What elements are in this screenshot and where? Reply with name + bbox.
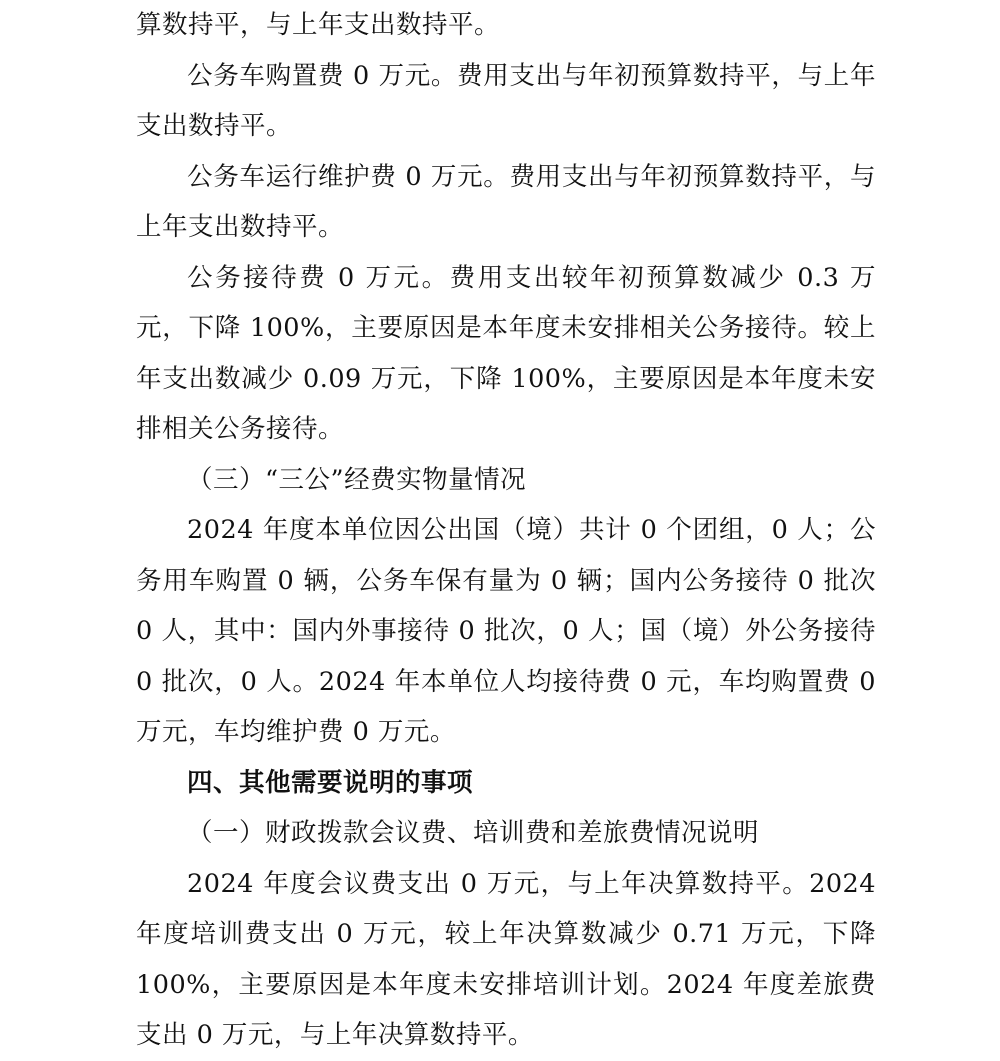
paragraph-reception: 公务接待费 0 万元。费用支出较年初预算数减少 0.3 万元，下降 100%，主要原因是本年度未安排相关公务接待。较上年支出数减少 0.09 万元，下降 100%，主要原因是本年度未安排相关公务接待。 xyxy=(136,262,876,444)
section-heading-other-matters: 四、其他需要说明的事项 xyxy=(187,767,474,798)
paragraph-vehicle-purchase: 公务车购置费 0 万元。费用支出与年初预算数持平，与上年支出数持平。 xyxy=(136,60,876,141)
section-heading-meeting-training-travel: （一）财政拨款会议费、培训费和差旅费情况说明 xyxy=(187,818,760,848)
section-heading-three-public-quantities: （三）“三公”经费实物量情况 xyxy=(187,464,527,495)
paragraph-meeting-training-travel: 2024 年度会议费支出 0 万元，与上年决算数持平。2024 年度培训费支出 0 万元，较上年决算数减少 0.71 万元，下降 100%，主要原因是本年度未安排培训计划。2024 年度差旅费支出 0 万元，与上年决算数持平。 xyxy=(136,868,876,1050)
paragraph-vehicle-maintenance: 公务车运行维护费 0 万元。费用支出与年初预算数持平，与上年支出数持平。 xyxy=(136,161,876,242)
document-page xyxy=(136,0,876,1061)
paragraph-continued: 算数持平，与上年支出数持平。 xyxy=(136,10,501,40)
paragraph-quantities: 2024 年度本单位因公出国（境）共计 0 个团组，0 人；公务用车购置 0 辆，公务车保有量为 0 辆；国内公务接待 0 批次 0 人，其中：国内外事接待 0 批次，0 人；国（境）外公务接待 0 批次，0 人。2024 年本单位人均接待费 0 元，车均购置费 0 万元，车均维护费 0 万元。 xyxy=(136,515,876,747)
